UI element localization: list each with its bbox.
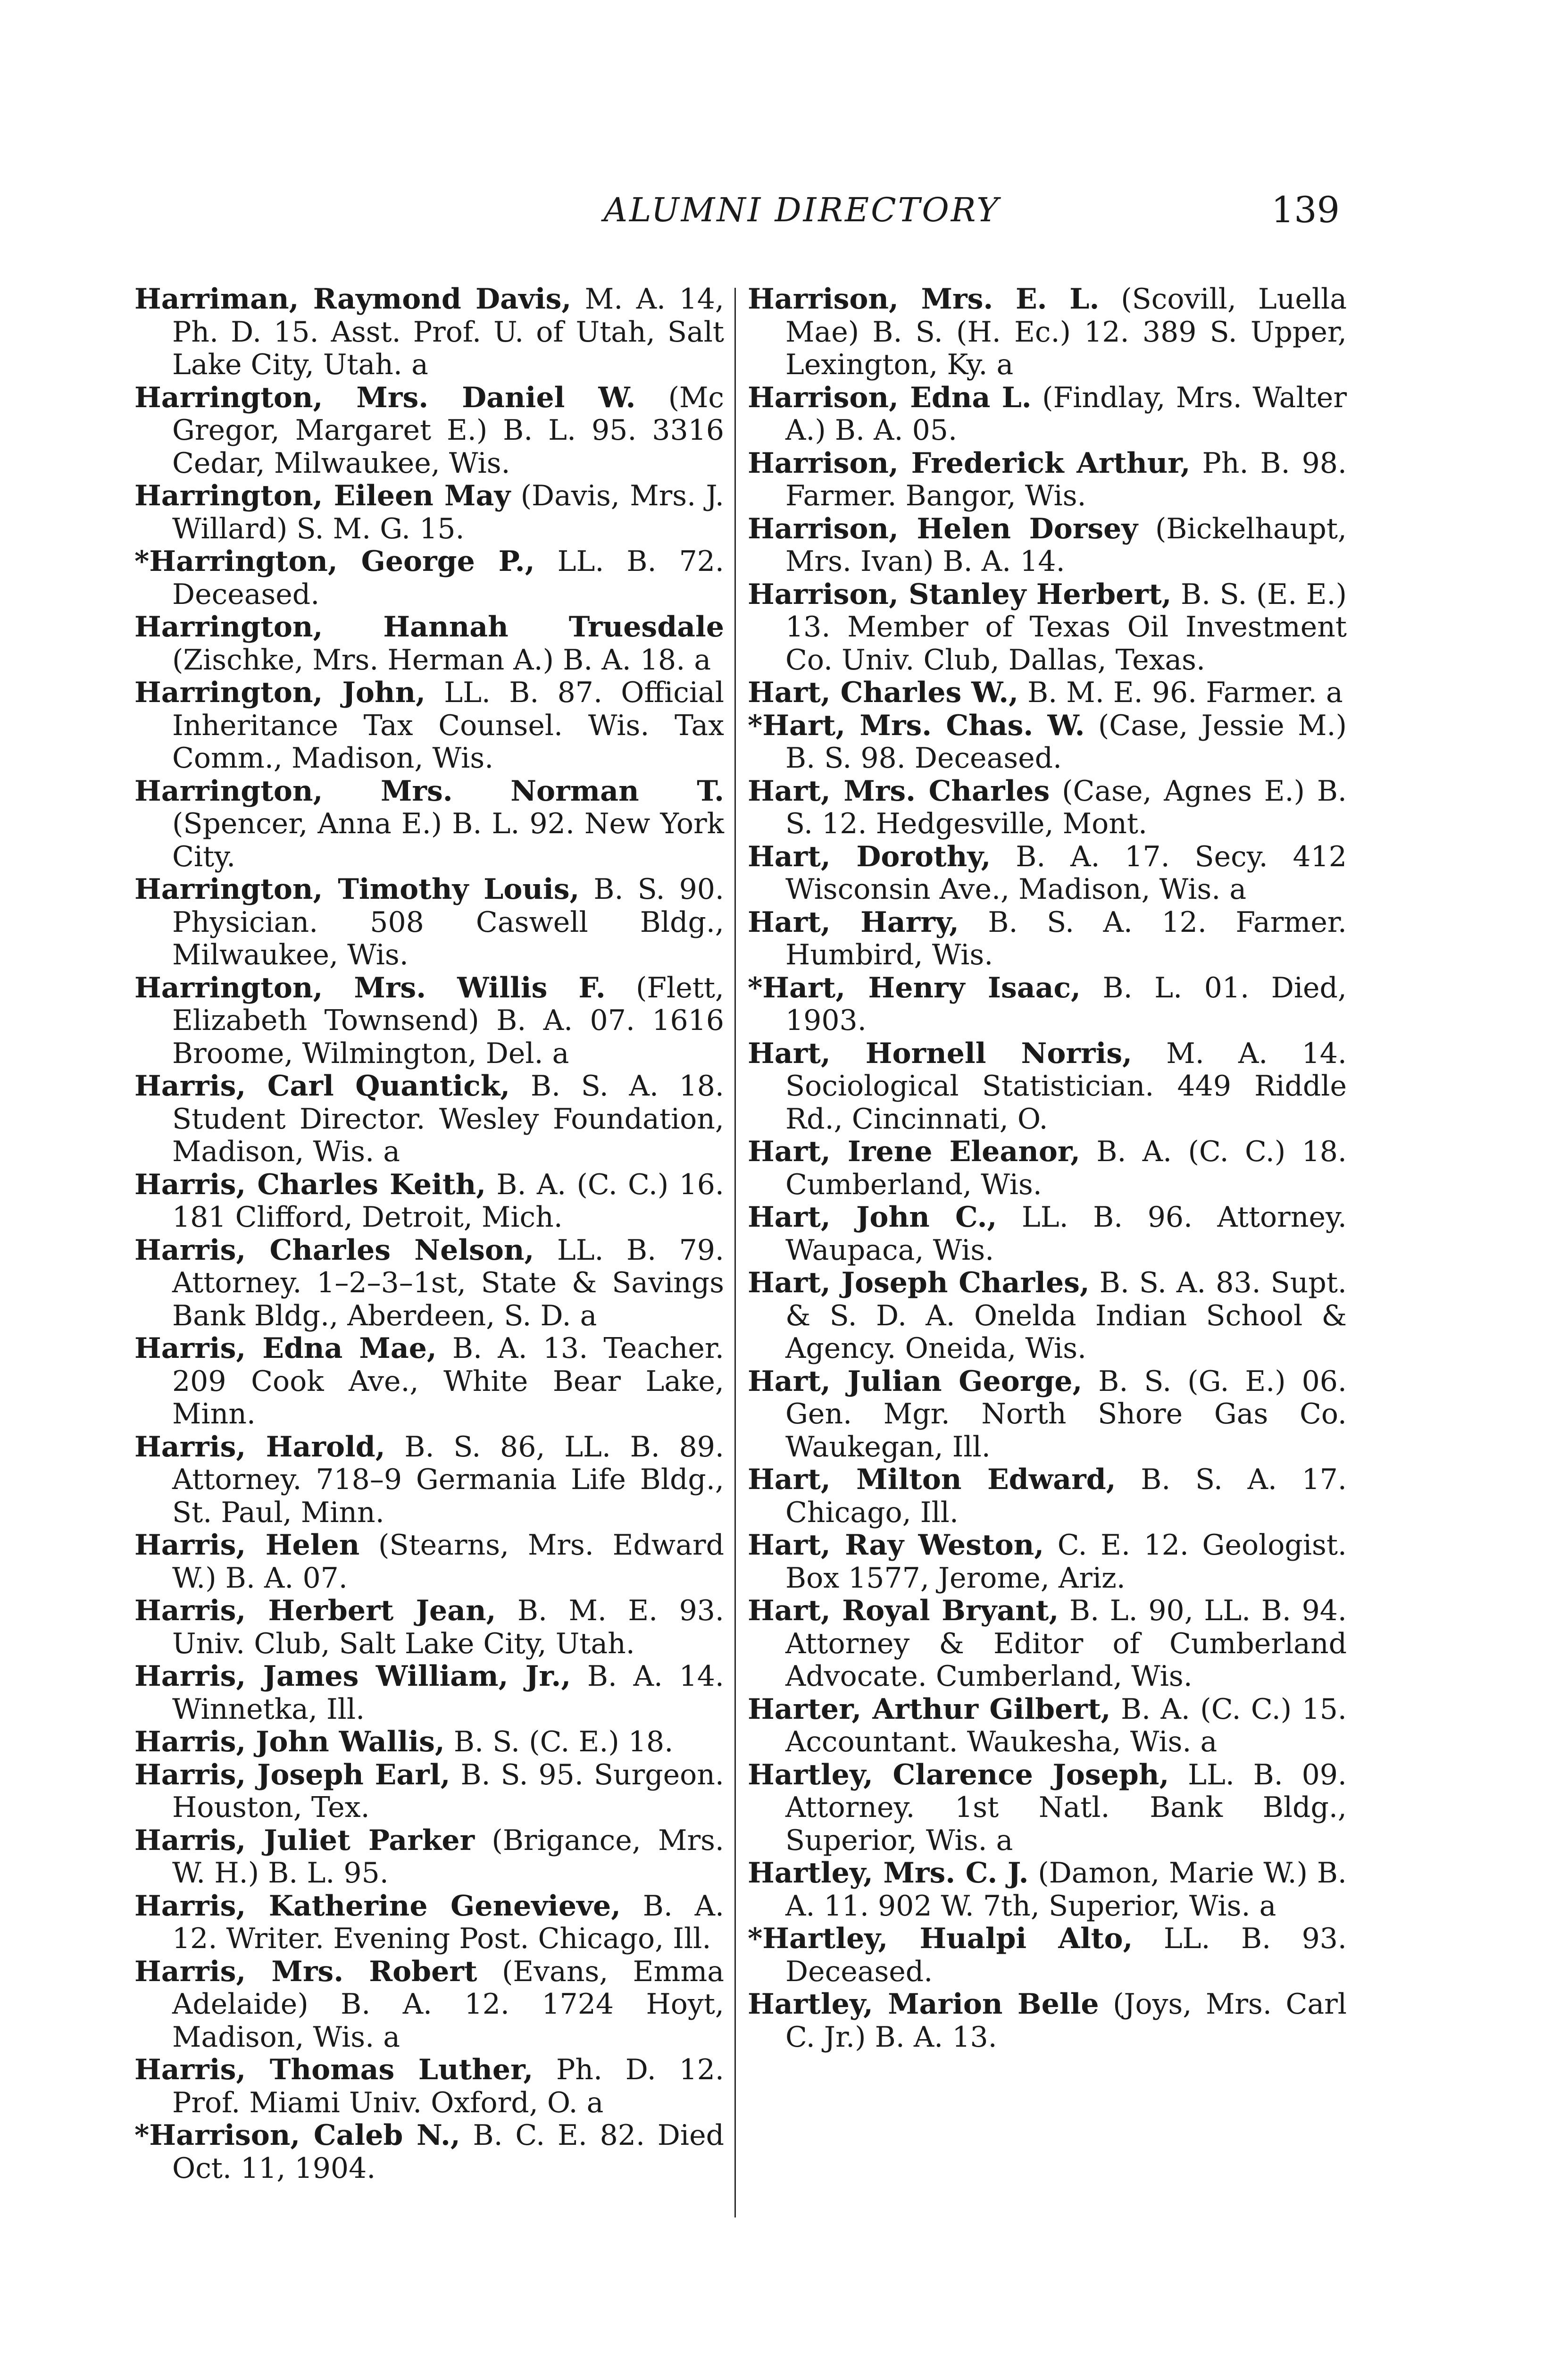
directory-entry — [748, 1693, 1347, 1759]
directory-entry — [134, 1759, 724, 1824]
directory-entry — [748, 1201, 1347, 1267]
entry-name: Hart, Harry, — [748, 905, 959, 939]
directory-entry — [748, 1037, 1347, 1136]
entry-name: Harrington, Mrs. Willis F. — [134, 971, 606, 1004]
directory-entry — [748, 775, 1347, 841]
directory-entry — [134, 611, 724, 677]
entry-name: Hart, Dorothy, — [748, 840, 991, 873]
directory-entry — [134, 480, 724, 545]
entry-details: B. M. E. 93. Univ. Club, Salt Lake City, Utah. — [172, 1594, 724, 1660]
entry-name: *Hart, Mrs. Chas. W. — [748, 709, 1085, 742]
directory-entry — [748, 1988, 1347, 2054]
entry-name: Hart, Mrs. Charles — [748, 774, 1050, 808]
directory-entry — [134, 1660, 724, 1726]
entry-details: B. A. 14. Winnetka, Ill. — [172, 1660, 724, 1726]
column-divider — [734, 288, 736, 2217]
directory-entry — [748, 972, 1347, 1037]
entry-details: (Bickelhaupt, Mrs. Ivan) B. A. 14. — [785, 512, 1347, 578]
entry-details: B. L. 90, LL. B. 94. Attorney & Editor of Cumberland Advocate. Cumberland, Wis. — [785, 1594, 1347, 1693]
entry-details: (Mc Gregor, Margaret E.) B. L. 95. 3316 Cedar, Milwaukee, Wis. — [172, 381, 725, 480]
entry-name: Harrington, Eileen May — [134, 479, 511, 512]
directory-entry — [134, 873, 724, 972]
running-header-title: ALUMNI DIRECTORY — [603, 191, 1001, 229]
entry-name: *Hartley, Hualpi Alto, — [748, 1922, 1133, 1955]
entry-details: (Case, Agnes E.) B. S. 12. Hedgesville, Mont. — [785, 774, 1347, 840]
entry-details: M. A. 14, Ph. D. 15. Asst. Prof. U. of Utah, Salt Lake City, Utah. a — [172, 283, 725, 381]
entry-name: Harris, Katherine Genevieve, — [134, 1889, 621, 1923]
entry-details: (Stearns, Mrs. Edward W.) B. A. 07. — [172, 1529, 724, 1595]
directory-entry — [134, 1431, 724, 1530]
entry-details: B. A. (C. C.) 15. Accountant. Waukesha, Wis. a — [785, 1692, 1347, 1758]
entry-name: Harrison, Edna L. — [748, 381, 1032, 414]
entry-details: LL. B. 72. Deceased. — [172, 545, 725, 611]
entry-name: Harris, Joseph Earl, — [134, 1758, 450, 1791]
entry-details: B. A. (C. C.) 16. 181 Clifford, Detroit, Mich. — [172, 1168, 725, 1234]
entry-name: Hart, Julian George, — [748, 1364, 1083, 1398]
directory-entry — [134, 1234, 724, 1333]
entry-details: B. S. A. 83. Supt. & S. D. A. Onelda Indian School & Agency. Oneida, Wis. — [785, 1266, 1347, 1365]
entry-details: (Joys, Mrs. Carl C. Jr.) B. A. 13. — [785, 1988, 1347, 2054]
entry-name: Harris, Juliet Parker — [134, 1824, 475, 1857]
directory-entry — [748, 677, 1347, 710]
directory-entry — [134, 1529, 724, 1595]
entry-name: Hart, Royal Bryant, — [748, 1594, 1059, 1627]
entry-details: (Case, Jessie M.) B. S. 98. Deceased. — [785, 709, 1347, 775]
directory-entry — [134, 1332, 724, 1431]
entry-name: *Harrington, George P., — [134, 545, 535, 578]
entry-name: Harrison, Stanley Herbert, — [748, 577, 1172, 611]
entry-details: B. S. (G. E.) 06. Gen. Mgr. North Shore Gas Co. Waukegan, Ill. — [785, 1364, 1347, 1464]
entry-name: Hart, Irene Eleanor, — [748, 1135, 1081, 1168]
directory-entry — [748, 1529, 1347, 1595]
entry-details: B. L. 01. Died, 1903. — [785, 971, 1347, 1037]
entry-name: Harrington, Mrs. Daniel W. — [134, 381, 636, 414]
entry-name: Hart, Joseph Charles, — [748, 1266, 1090, 1299]
directory-entry — [748, 1267, 1347, 1365]
entry-details: LL. B. 96. Attorney. Waupaca, Wis. — [785, 1201, 1347, 1267]
directory-entry — [134, 1595, 724, 1660]
entry-details: B. A. 13. Teacher. 209 Cook Ave., White Bear Lake, Minn. — [172, 1332, 724, 1430]
page-number: 139 — [1271, 189, 1340, 231]
entry-details: B. S. 90. Physician. 508 Caswell Bldg., Milwaukee, Wis. — [172, 873, 724, 971]
entry-name: Harris, Charles Keith, — [134, 1168, 486, 1201]
directory-entry — [748, 447, 1347, 513]
entry-details: (Davis, Mrs. J. Willard) S. M. G. 15. — [172, 479, 725, 545]
directory-entry — [134, 283, 724, 382]
entry-name: Harris, Carl Quantick, — [134, 1070, 510, 1103]
entry-name: *Hart, Henry Isaac, — [748, 971, 1081, 1004]
entry-details: Ph. D. 12. Prof. Miami Univ. Oxford, O. a — [172, 2053, 724, 2119]
entry-name: Harrington, Hannah Truesdale — [134, 611, 724, 644]
directory-entry — [134, 1956, 724, 2054]
entry-name: Harrison, Helen Dorsey — [748, 512, 1138, 545]
entry-details: B. S. (E. E.) 13. Member of Texas Oil Investment Co. Univ. Club, Dallas, Texas. — [785, 577, 1347, 677]
entry-name: Harter, Arthur Gilbert, — [748, 1692, 1111, 1726]
entry-name: Harris, Helen — [134, 1529, 360, 1562]
entry-name: Hart, Charles W., — [748, 676, 1018, 709]
entry-details: M. A. 14. Sociological Statistician. 449 Riddle Rd., Cincinnati, O. — [785, 1037, 1347, 1136]
entry-details: B. S. 95. Surgeon. Houston, Tex. — [172, 1758, 724, 1824]
entry-name: Harris, Thomas Luther, — [134, 2053, 534, 2086]
entry-details: LL. B. 09. Attorney. 1st Natl. Bank Bldg., Superior, Wis. a — [785, 1758, 1347, 1857]
directory-entry — [748, 1136, 1347, 1201]
entry-details: B. A. 17. Secy. 412 Wisconsin Ave., Madison, Wis. a — [785, 840, 1347, 906]
entry-name: Hartley, Clarence Joseph, — [748, 1758, 1169, 1791]
directory-entry — [134, 2119, 724, 2185]
directory-entry — [748, 841, 1347, 906]
entry-name: Hart, John C., — [748, 1201, 997, 1234]
entry-name: Hart, Milton Edward, — [748, 1463, 1116, 1496]
entry-name: Hartley, Mrs. C. J. — [748, 1857, 1029, 1890]
directory-entry — [134, 2054, 724, 2119]
entry-name: Harris, Edna Mae, — [134, 1332, 437, 1365]
directory-entry — [134, 1070, 724, 1169]
entry-name: Harrington, Mrs. Norman T. — [134, 774, 724, 808]
right-column — [748, 283, 1347, 2222]
directory-entry — [748, 1759, 1347, 1857]
directory-entry — [134, 677, 724, 775]
entry-name: Harris, James William, Jr., — [134, 1660, 571, 1693]
entry-details: C. E. 12. Geologist. Box 1577, Jerome, Ariz. — [785, 1529, 1347, 1595]
entry-details: LL. B. 87. Official Inheritance Tax Counsel. Wis. Tax Comm., Madison, Wis. — [172, 676, 725, 775]
entry-details: (Scovill, Luella Mae) B. S. (H. Ec.) 12. 389 S. Upper, Lexington, Ky. a — [785, 283, 1347, 381]
entry-details: LL. B. 79. Attorney. 1–2–3–1st, State & Savings Bank Bldg., Aberdeen, S. D. a — [172, 1233, 724, 1332]
directory-entry — [134, 1169, 724, 1234]
directory-entry — [748, 578, 1347, 677]
entry-details: LL. B. 93. Deceased. — [785, 1922, 1347, 1988]
entry-name: Harris, Mrs. Robert — [134, 1955, 477, 1988]
entry-details: (Evans, Emma Adelaide) B. A. 12. 1724 Hoyt, Madison, Wis. a — [172, 1955, 725, 2054]
directory-entry — [748, 382, 1347, 447]
directory-entry — [748, 1923, 1347, 1988]
entry-details: B. S. A. 17. Chicago, Ill. — [785, 1463, 1347, 1529]
entry-name: Hartley, Marion Belle — [748, 1988, 1099, 2021]
left-column — [134, 283, 724, 2222]
directory-entry — [748, 1595, 1347, 1693]
entry-name: Hart, Hornell Norris, — [748, 1037, 1133, 1070]
directory-entry — [748, 283, 1347, 382]
entry-details: B. S. A. 12. Farmer. Humbird, Wis. — [785, 905, 1347, 971]
entry-details: (Spencer, Anna E.) B. L. 92. New York City. — [172, 807, 724, 873]
entry-details: Ph. B. 98. Farmer. Bangor, Wis. — [785, 446, 1347, 512]
entry-name: Harriman, Raymond Davis, — [134, 283, 572, 316]
directory-entry — [134, 1824, 724, 1890]
directory-entry — [134, 972, 724, 1071]
entry-details: B. A. 12. Writer. Evening Post. Chicago, Ill. — [172, 1889, 725, 1955]
directory-entry — [748, 906, 1347, 972]
entry-name: Harrison, Mrs. E. L. — [748, 283, 1100, 316]
directory-entry — [134, 1726, 724, 1759]
entry-details: (Flett, Elizabeth Townsend) B. A. 07. 1616 Broome, Wilmington, Del. a — [172, 971, 724, 1070]
directory-entry — [748, 710, 1347, 775]
directory-entry — [748, 513, 1347, 578]
directory-entry — [134, 1890, 724, 1956]
entry-name: Hart, Ray Weston, — [748, 1529, 1044, 1562]
directory-entry — [134, 382, 724, 480]
entry-details: (Findlay, Mrs. Walter A.) B. A. 05. — [785, 381, 1347, 447]
entry-name: Harris, Charles Nelson, — [134, 1233, 534, 1267]
entry-name: *Harrison, Caleb N., — [134, 2119, 460, 2152]
entry-details: B. M. E. 96. Farmer. a — [1027, 676, 1343, 709]
entry-name: Harrington, Timothy Louis, — [134, 873, 580, 906]
entry-details: B. A. (C. C.) 18. Cumberland, Wis. — [785, 1135, 1347, 1201]
directory-entry — [748, 1857, 1347, 1923]
entry-details: (Brigance, Mrs. W. H.) B. L. 95. — [172, 1824, 724, 1890]
entry-details: B. C. E. 82. Died Oct. 11, 1904. — [172, 2119, 724, 2185]
directory-entry — [134, 775, 724, 874]
entry-details: B. S. (C. E.) 18. — [453, 1725, 674, 1758]
entry-name: Harris, John Wallis, — [134, 1725, 445, 1758]
directory-entry — [748, 1365, 1347, 1464]
entry-name: Harris, Harold, — [134, 1430, 385, 1464]
directory-entry — [748, 1464, 1347, 1529]
entry-details: B. S. A. 18. Student Director. Wesley Foundation, Madison, Wis. a — [172, 1070, 725, 1168]
entry-details: (Damon, Marie W.) B. A. 11. 902 W. 7th, Superior, Wis. a — [785, 1857, 1347, 1923]
entry-details: (Zischke, Mrs. Herman A.) B. A. 18. a — [172, 643, 711, 677]
directory-entry — [134, 545, 724, 611]
entry-name: Harrington, John, — [134, 676, 425, 709]
entry-name: Harrison, Frederick Arthur, — [748, 446, 1191, 480]
entry-name: Harris, Herbert Jean, — [134, 1594, 496, 1627]
entry-details: B. S. 86, LL. B. 89. Attorney. 718–9 Germania Life Bldg., St. Paul, Minn. — [172, 1430, 724, 1529]
